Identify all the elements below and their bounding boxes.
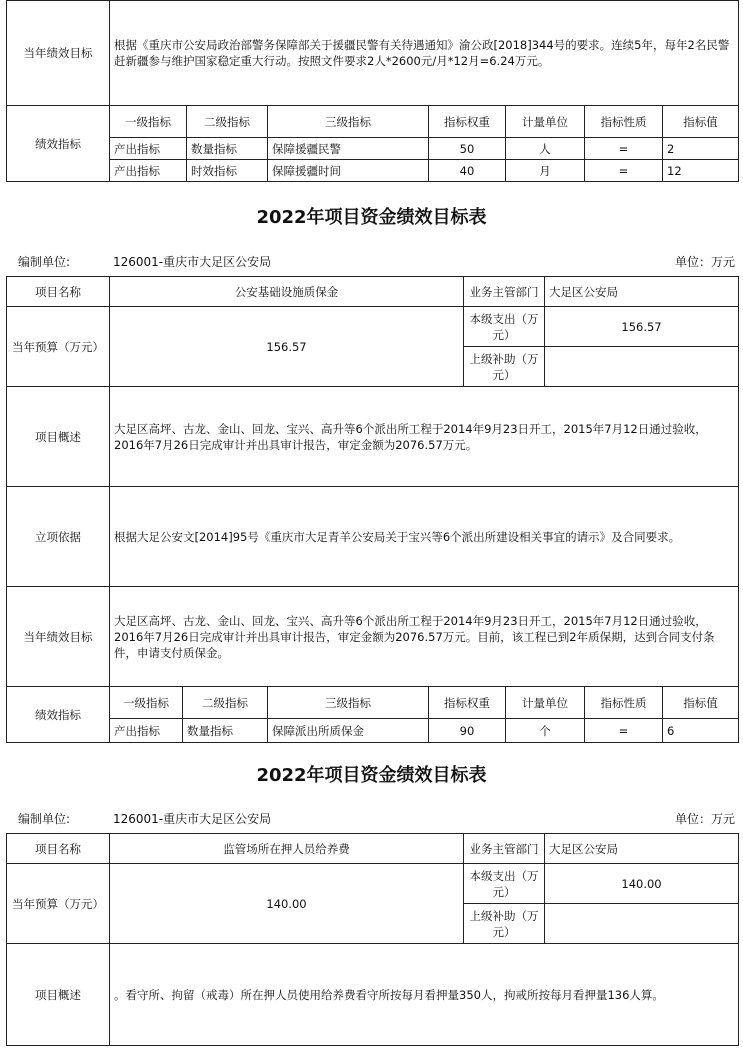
top-goal-table	[6, 0, 739, 106]
indicator-table	[6, 686, 739, 743]
table-row	[7, 160, 739, 182]
header-value: 指标值	[663, 687, 739, 719]
local-exp-label: 本级支出（万元）	[464, 307, 545, 347]
cell-level1: 产出指标	[110, 719, 183, 743]
budget-value: 156.57	[110, 307, 464, 387]
goal-text: 根据《重庆市公安局政治部警务保障部关于援疆民警有关待遇通知》渝公政[2018]344号的要求。连续5年，每年2名民警赶新疆参与维护国家稳定重大行动。按照文件要求2人*2600元/月*12月=6.24万元。	[110, 1, 739, 106]
cell-level3: 保障援疆民警	[268, 138, 429, 160]
goal-label: 当年绩效目标	[7, 587, 110, 687]
cell-weight: 90	[429, 719, 506, 743]
project-info-table	[6, 833, 739, 944]
budget-label: 当年预算（万元）	[7, 307, 110, 387]
cell-unit: 人	[506, 138, 585, 160]
header-level1: 一级指标	[110, 687, 183, 719]
overview-label: 项目概述	[7, 944, 110, 1046]
header-level3: 三级指标	[268, 687, 429, 719]
header-level1: 一级指标	[110, 106, 187, 138]
local-exp-label: 本级支出（万元）	[464, 864, 545, 904]
header-value: 指标值	[663, 106, 739, 138]
dept-value: 大足区公安局	[545, 834, 739, 864]
indicators-label: 绩效指标	[7, 106, 110, 182]
local-exp-value: 156.57	[545, 307, 739, 347]
project-name-label: 项目名称	[7, 277, 110, 307]
header-nature: 指标性质	[585, 106, 663, 138]
cell-level3: 保障派出所质保金	[268, 719, 429, 743]
cell-level2: 数量指标	[183, 719, 268, 743]
cell-unit: 月	[506, 160, 585, 182]
money-unit: 单位：万元	[674, 812, 735, 826]
header-unit: 计量单位	[506, 687, 585, 719]
section-title: 2022年项目资金绩效目标表	[256, 765, 487, 786]
project-name-value: 公安基础设施质保金	[110, 277, 464, 307]
project-name-label: 项目名称	[7, 834, 110, 864]
cell-value: 2	[663, 138, 739, 160]
project-detail-table	[6, 943, 739, 1046]
overview-label: 项目概述	[7, 387, 110, 487]
basis-label: 立项依据	[7, 487, 110, 587]
header-nature: 指标性质	[585, 687, 663, 719]
cell-weight: 40	[429, 160, 506, 182]
unit-name: 126001-重庆市大足区公安局	[113, 255, 272, 269]
basis-text: 根据大足公安文[2014]95号《重庆市大足青羊公安局关于宝兴等6个派出所建设相关事宜的请示》及合同要求。	[110, 487, 739, 587]
cell-nature: =	[585, 160, 663, 182]
upper-sub-value	[545, 904, 739, 944]
project-info-table	[6, 276, 739, 387]
cell-value: 12	[663, 160, 739, 182]
cell-level1: 产出指标	[110, 138, 187, 160]
header-level3: 三级指标	[268, 106, 429, 138]
indicators-label: 绩效指标	[7, 687, 110, 743]
cell-weight: 50	[429, 138, 506, 160]
header-weight: 指标权重	[429, 106, 506, 138]
cell-level1: 产出指标	[110, 160, 187, 182]
table-row	[7, 719, 739, 743]
cell-value: 6	[663, 719, 739, 743]
goal-text: 大足区高坪、古龙、金山、回龙、宝兴、高升等6个派出所工程于2014年9月23日开工，2015年7月12日通过验收，2016年7月26日完成审计并出具审计报告，审定金额为2076.57万元。目前，该工程已到2年质保期，达到合同支付条件，申请支付质保金。	[110, 587, 739, 687]
goal-label: 当年绩效目标	[7, 1, 110, 106]
header-level2: 二级指标	[183, 687, 268, 719]
unit-name: 126001-重庆市大足区公安局	[113, 812, 272, 826]
unit-prefix: 编制单位:	[18, 812, 71, 826]
unit-prefix: 编制单位:	[18, 255, 71, 269]
header-unit: 计量单位	[506, 106, 585, 138]
dept-label: 业务主管部门	[464, 277, 545, 307]
header-weight: 指标权重	[429, 687, 506, 719]
project-name-value: 监管场所在押人员给养费	[110, 834, 464, 864]
header-level2: 二级指标	[187, 106, 268, 138]
cell-level2: 数量指标	[187, 138, 268, 160]
cell-nature: =	[585, 719, 663, 743]
upper-sub-label: 上级补助（万元）	[464, 347, 545, 387]
cell-unit: 个	[506, 719, 585, 743]
dept-value: 大足区公安局	[545, 277, 739, 307]
project-detail-table	[6, 386, 739, 687]
overview-text: 。看守所、拘留（戒毒）所在押人员使用给养费看守所按每月看押量350人，拘戒所按每月看押量136人算。	[110, 944, 739, 1046]
budget-label: 当年预算（万元）	[7, 864, 110, 944]
top-indicator-table	[6, 105, 739, 182]
upper-sub-value	[545, 347, 739, 387]
cell-level3: 保障援疆时间	[268, 160, 429, 182]
local-exp-value: 140.00	[545, 864, 739, 904]
overview-text: 大足区高坪、古龙、金山、回龙、宝兴、高升等6个派出所工程于2014年9月23日开工，2015年7月12日通过验收，2016年7月26日完成审计并出具审计报告，审定金额为2076.57万元。	[110, 387, 739, 487]
dept-label: 业务主管部门	[464, 834, 545, 864]
section-title: 2022年项目资金绩效目标表	[256, 207, 487, 228]
upper-sub-label: 上级补助（万元）	[464, 904, 545, 944]
cell-level2: 时效指标	[187, 160, 268, 182]
money-unit: 单位：万元	[674, 255, 735, 269]
budget-value: 140.00	[110, 864, 464, 944]
cell-nature: =	[585, 138, 663, 160]
table-row	[7, 138, 739, 160]
